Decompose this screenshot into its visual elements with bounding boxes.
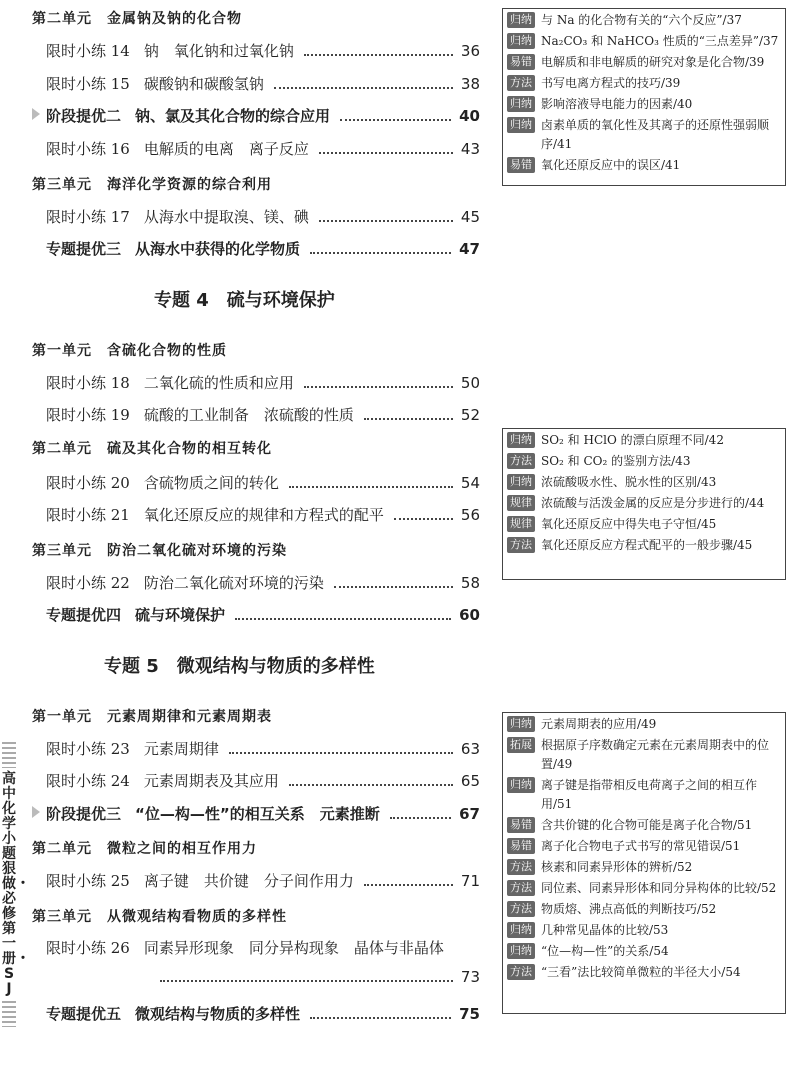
tip-text: 离子化合物电子式书写的常见错误/51	[541, 839, 741, 853]
tip-tag: 方法	[507, 880, 535, 896]
leader-dots	[364, 418, 453, 420]
tip-text: 与 Na 的化合物有关的“六个反应”/37	[541, 13, 742, 27]
tip-item	[503, 816, 785, 835]
tip-item	[503, 32, 785, 51]
entry-title: 微观结构与物质的多样性	[135, 1005, 301, 1023]
page-number: 54	[460, 474, 480, 492]
tip-tag: 方法	[507, 75, 535, 91]
leader-dots	[289, 784, 453, 786]
tip-item	[503, 900, 785, 919]
topic-heading: 专题 4 硫与环境保护	[154, 290, 335, 311]
page-number: 43	[460, 140, 480, 158]
tip-tag: 易错	[507, 157, 535, 173]
entry-title: 同素异形现象 同分异构现象 晶体与非晶体	[143, 939, 444, 957]
tips-box	[502, 712, 786, 1014]
leader-dots	[160, 980, 453, 982]
entry-label: 限时小练 16	[46, 140, 130, 158]
entry-title: 钠 氧化钠和过氧化钠	[143, 42, 294, 60]
tip-text: 书写电离方程式的技巧/39	[541, 76, 681, 90]
entry-label: 限时小练 14	[46, 42, 130, 60]
leader-dots	[334, 586, 453, 588]
leader-dots	[229, 752, 453, 754]
toc-entry[interactable]	[46, 504, 480, 525]
unit-heading: 第三单元 防治二氧化硫对环境的污染	[32, 543, 287, 559]
page-number: 52	[460, 406, 480, 424]
tip-text: SO₂ 和 HClO 的漂白原理不同/42	[541, 433, 724, 447]
tip-text: 核素和同素异形体的辨析/52	[541, 860, 693, 874]
entry-label: 限时小练 20	[46, 474, 130, 492]
tip-text: SO₂ 和 CO₂ 的鉴别方法/43	[541, 454, 691, 468]
tip-tag: 规律	[507, 495, 535, 511]
tip-tag: 方法	[507, 537, 535, 553]
unit-heading: 第三单元 海洋化学资源的综合利用	[32, 177, 272, 193]
tip-item	[503, 858, 785, 877]
entry-label: 阶段提优二	[46, 107, 122, 125]
toc-entry[interactable]	[46, 572, 480, 593]
entry-label: 限时小练 15	[46, 75, 130, 93]
topic-heading: 专题 5 微观结构与物质的多样性	[104, 656, 375, 677]
toc-entry[interactable]	[46, 206, 480, 227]
side-label	[2, 742, 30, 1031]
page-number: 36	[460, 42, 480, 60]
leader-dots	[304, 54, 453, 56]
entry-title: 电解质的电离 离子反应	[143, 140, 309, 158]
entry-title: 硫与环境保护	[135, 606, 226, 624]
entry-title: 元素周期律	[143, 740, 219, 758]
tip-item	[503, 515, 785, 534]
decor-bars	[2, 742, 16, 768]
tip-item	[503, 452, 785, 471]
unit-heading: 第一单元 元素周期律和元素周期表	[32, 709, 272, 725]
toc-entry[interactable]	[46, 604, 480, 625]
leader-dots	[319, 220, 453, 222]
tip-text: “位—构—性”的关系/54	[541, 944, 669, 958]
leader-dots	[310, 1017, 451, 1019]
leader-dots	[310, 252, 451, 254]
tip-tag: 方法	[507, 859, 535, 875]
entry-title: 从海水中提取溴、镁、碘	[143, 208, 309, 226]
entry-label: 限时小练 19	[46, 406, 130, 424]
leader-dots	[364, 884, 453, 886]
page-number: 75	[459, 1005, 480, 1023]
toc-entry[interactable]	[46, 870, 480, 891]
tip-item	[503, 942, 785, 961]
tip-tag: 归纳	[507, 943, 535, 959]
tip-text: 根据原子序数确定元素在元素周期表中的位置/49	[541, 738, 770, 771]
page-number: 65	[460, 772, 480, 790]
tip-text: Na₂CO₃ 和 NaHCO₃ 性质的“三点差异”/37	[541, 34, 779, 48]
entry-title: 碳酸钠和碳酸氢钠	[143, 75, 264, 93]
leader-dots	[304, 386, 453, 388]
tip-tag: 归纳	[507, 474, 535, 490]
entry-title: 防治二氧化硫对环境的污染	[143, 574, 324, 592]
side-label-text: 高中化学 小题狠做・必修第一册・SJ	[2, 771, 30, 997]
tip-item	[503, 156, 785, 175]
tip-text: 浓硫酸吸水性、脱水性的区别/43	[541, 475, 717, 489]
toc-entry[interactable]	[46, 472, 480, 493]
leader-dots	[394, 518, 453, 520]
tip-text: 元素周期表的应用/49	[541, 717, 657, 731]
tip-item	[503, 11, 785, 30]
tips-box	[502, 428, 786, 580]
leader-dots	[274, 87, 453, 89]
tip-item	[503, 116, 785, 154]
tip-item	[503, 431, 785, 450]
tip-item	[503, 494, 785, 513]
tip-tag: 归纳	[507, 716, 535, 732]
tip-item	[503, 536, 785, 555]
tip-tag: 归纳	[507, 33, 535, 49]
toc-entry[interactable]	[46, 238, 480, 259]
arrow-marker-icon	[32, 108, 40, 120]
tip-text: 浓硫酸与活泼金属的反应是分步进行的/44	[541, 496, 765, 510]
leader-dots	[319, 152, 453, 154]
tip-item	[503, 963, 785, 982]
leader-dots	[289, 486, 453, 488]
leader-dots	[340, 119, 451, 121]
tip-text: 离子键是指带相反电荷离子之间的相互作用/51	[541, 778, 758, 811]
page-number: 58	[460, 574, 480, 592]
unit-heading: 第一单元 含硫化合物的性质	[32, 343, 227, 359]
tip-item	[503, 53, 785, 72]
leader-dots	[235, 618, 451, 620]
entry-label: 限时小练 21	[46, 506, 130, 524]
tip-tag: 拓展	[507, 737, 535, 753]
tip-text: 物质熔、沸点高低的判断技巧/52	[541, 902, 717, 916]
decor-bars	[2, 1001, 16, 1027]
tip-text: 影响溶液导电能力的因素/40	[541, 97, 693, 111]
toc-entry[interactable]	[46, 404, 480, 425]
entry-label: 专题提优三	[46, 240, 122, 258]
toc-entry[interactable]	[46, 40, 480, 61]
tip-item	[503, 837, 785, 856]
tip-text: 含共价键的化合物可能是离子化合物/51	[541, 818, 753, 832]
tip-tag: 方法	[507, 901, 535, 917]
tip-tag: 规律	[507, 516, 535, 532]
entry-label: 限时小练 24	[46, 772, 130, 790]
entry-label: 限时小练 26	[46, 939, 130, 957]
toc-entry[interactable]	[46, 105, 480, 126]
entry-label: 专题提优四	[46, 606, 122, 624]
unit-heading: 第二单元 金属钠及钠的化合物	[32, 11, 242, 27]
entry-title: 从海水中获得的化学物质	[135, 240, 301, 258]
tip-text: 氧化还原反应中得失电子守恒/45	[541, 517, 717, 531]
tip-tag: 易错	[507, 838, 535, 854]
entry-title: 硫酸的工业制备 浓硫酸的性质	[143, 406, 354, 424]
toc-entry[interactable]	[46, 138, 480, 159]
entry-label: 限时小练 17	[46, 208, 130, 226]
entry-label: 限时小练 23	[46, 740, 130, 758]
tip-tag: 归纳	[507, 432, 535, 448]
tip-text: 同位素、同素异形体和同分异构体的比较/52	[541, 881, 777, 895]
entry-title: 钠、氯及其化合物的综合应用	[135, 107, 331, 125]
page-number: 56	[460, 506, 480, 524]
tip-tag: 归纳	[507, 96, 535, 112]
unit-heading: 第二单元 硫及其化合物的相互转化	[32, 441, 272, 457]
tip-tag: 归纳	[507, 922, 535, 938]
toc-entry[interactable]	[46, 770, 480, 791]
tip-tag: 方法	[507, 453, 535, 469]
tip-item	[503, 879, 785, 898]
toc-entry[interactable]	[46, 937, 480, 958]
toc-entry[interactable]	[46, 738, 480, 759]
entry-label: 阶段提优三	[46, 805, 122, 823]
tip-item	[503, 74, 785, 93]
tip-tag: 归纳	[507, 117, 535, 133]
tip-item	[503, 715, 785, 734]
page-number: 63	[460, 740, 480, 758]
entry-title: 含硫物质之间的转化	[143, 474, 279, 492]
entry-label: 限时小练 25	[46, 872, 130, 890]
tip-tag: 易错	[507, 817, 535, 833]
tip-text: 几种常见晶体的比较/53	[541, 923, 669, 937]
tip-item	[503, 921, 785, 940]
tip-text: 氧化还原反应中的误区/41	[541, 158, 681, 172]
toc-entry[interactable]	[46, 803, 480, 824]
entry-title: 元素周期表及其应用	[143, 772, 279, 790]
tip-text: 氧化还原反应方程式配平的一般步骤/45	[541, 538, 753, 552]
page-number: 45	[460, 208, 480, 226]
page-number: 47	[459, 240, 480, 258]
toc-entry[interactable]	[46, 372, 480, 393]
tip-text: 卤素单质的氧化性及其离子的还原性强弱顺序/41	[541, 118, 770, 151]
page-number: 60	[459, 606, 480, 624]
leader-dots	[390, 817, 451, 819]
entry-title: 氧化还原反应的规律和方程式的配平	[143, 506, 384, 524]
tip-tag: 方法	[507, 964, 535, 980]
tip-item	[503, 776, 785, 814]
tip-tag: 易错	[507, 54, 535, 70]
tips-box	[502, 8, 786, 186]
tip-tag: 归纳	[507, 12, 535, 28]
page-number: 67	[459, 805, 480, 823]
tip-text: “三看”法比较简单微粒的半径大小/54	[541, 965, 741, 979]
page-number: 40	[459, 107, 480, 125]
arrow-marker-icon	[32, 806, 40, 818]
unit-heading: 第二单元 微粒之间的相互作用力	[32, 841, 257, 857]
toc-entry-continued	[160, 968, 480, 986]
entry-label: 限时小练 18	[46, 374, 130, 392]
tip-item	[503, 95, 785, 114]
entry-title: “位—构—性”的相互关系 元素推断	[135, 805, 380, 823]
tip-item	[503, 736, 785, 774]
tip-tag: 归纳	[507, 777, 535, 793]
page-number: 73	[460, 968, 480, 986]
page-number: 38	[460, 75, 480, 93]
toc-entry[interactable]	[46, 1003, 480, 1024]
entry-title: 二氧化硫的性质和应用	[143, 374, 294, 392]
toc-entry[interactable]	[46, 73, 480, 94]
entry-label: 专题提优五	[46, 1005, 122, 1023]
unit-heading: 第三单元 从微观结构看物质的多样性	[32, 909, 287, 925]
page-number: 50	[460, 374, 480, 392]
tip-item	[503, 473, 785, 492]
entry-title: 离子键 共价键 分子间作用力	[143, 872, 354, 890]
page-number: 71	[460, 872, 480, 890]
entry-label: 限时小练 22	[46, 574, 130, 592]
tip-text: 电解质和非电解质的研究对象是化合物/39	[541, 55, 765, 69]
